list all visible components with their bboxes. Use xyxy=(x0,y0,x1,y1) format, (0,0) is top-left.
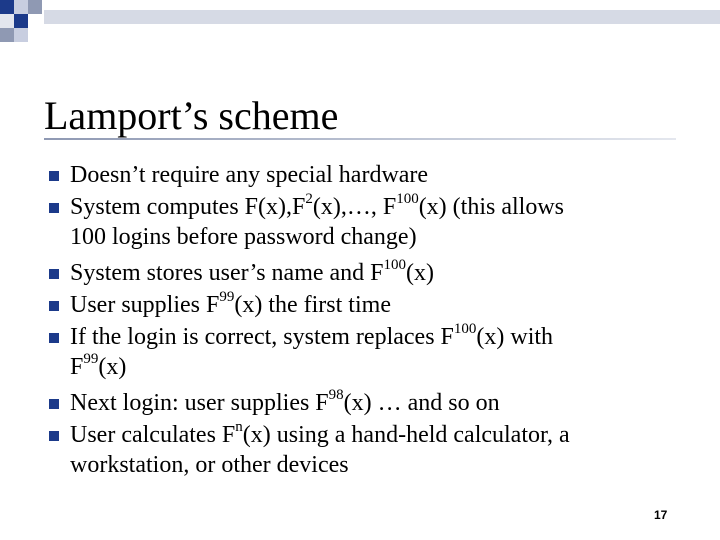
title-underline xyxy=(44,138,676,140)
header-square xyxy=(28,14,42,28)
bullet-text: Doesn’t require any special hardware xyxy=(70,162,429,188)
superscript: 100 xyxy=(383,257,407,273)
bullet-text: User supplies $F^{99}(x)$ the first time xyxy=(70,289,391,318)
square-bullet-icon xyxy=(49,203,59,213)
bullet-text: User calculates $F^n(x)$ using a hand-held calculator, a workstation, or other devices xyxy=(70,419,570,478)
bullet-text: If the login is correct, system replaces $F^{100}(x)$ with $F^{99}(x)$ xyxy=(70,321,554,380)
bullet-item xyxy=(46,290,686,322)
superscript: 99 xyxy=(83,351,99,367)
bullet-item xyxy=(46,160,686,192)
bullet-text: Next login: user supplies $F^{98}(x)$ … and so on xyxy=(70,387,500,416)
decorative-header-squares xyxy=(0,0,720,48)
bullet-item xyxy=(46,192,686,258)
square-bullet-icon xyxy=(49,171,59,181)
superscript: 2 xyxy=(305,191,313,207)
page-number: 17 xyxy=(654,508,668,522)
bullet-list xyxy=(46,160,686,486)
superscript: 98 xyxy=(328,387,344,403)
header-square xyxy=(0,0,14,14)
bullet-item xyxy=(46,258,686,290)
bullet-item xyxy=(46,420,686,486)
square-bullet-icon xyxy=(49,301,59,311)
header-square xyxy=(0,14,14,28)
superscript: 99 xyxy=(219,289,235,305)
superscript: 100 xyxy=(396,191,419,207)
header-square xyxy=(14,14,28,28)
header-square xyxy=(0,28,14,42)
bullet-item xyxy=(46,322,686,388)
header-square xyxy=(14,28,28,42)
bullet-item xyxy=(46,388,686,420)
square-bullet-icon xyxy=(49,431,59,441)
superscript: 100 xyxy=(453,321,477,337)
header-band xyxy=(44,10,720,24)
header-square xyxy=(28,0,42,14)
superscript: n xyxy=(235,419,243,435)
square-bullet-icon xyxy=(49,269,59,279)
square-bullet-icon xyxy=(49,333,59,343)
bullet-text: System computes $F(x),F^2(x),\dots$, $F^{100}(x)$ (this allows 100 logins before password change) xyxy=(70,191,564,250)
square-bullet-icon xyxy=(49,399,59,409)
bullet-text: System stores user’s name and $F^{100}(x)$ xyxy=(70,257,435,286)
header-square xyxy=(14,0,28,14)
slide-title: Lamport’s scheme xyxy=(44,93,339,138)
